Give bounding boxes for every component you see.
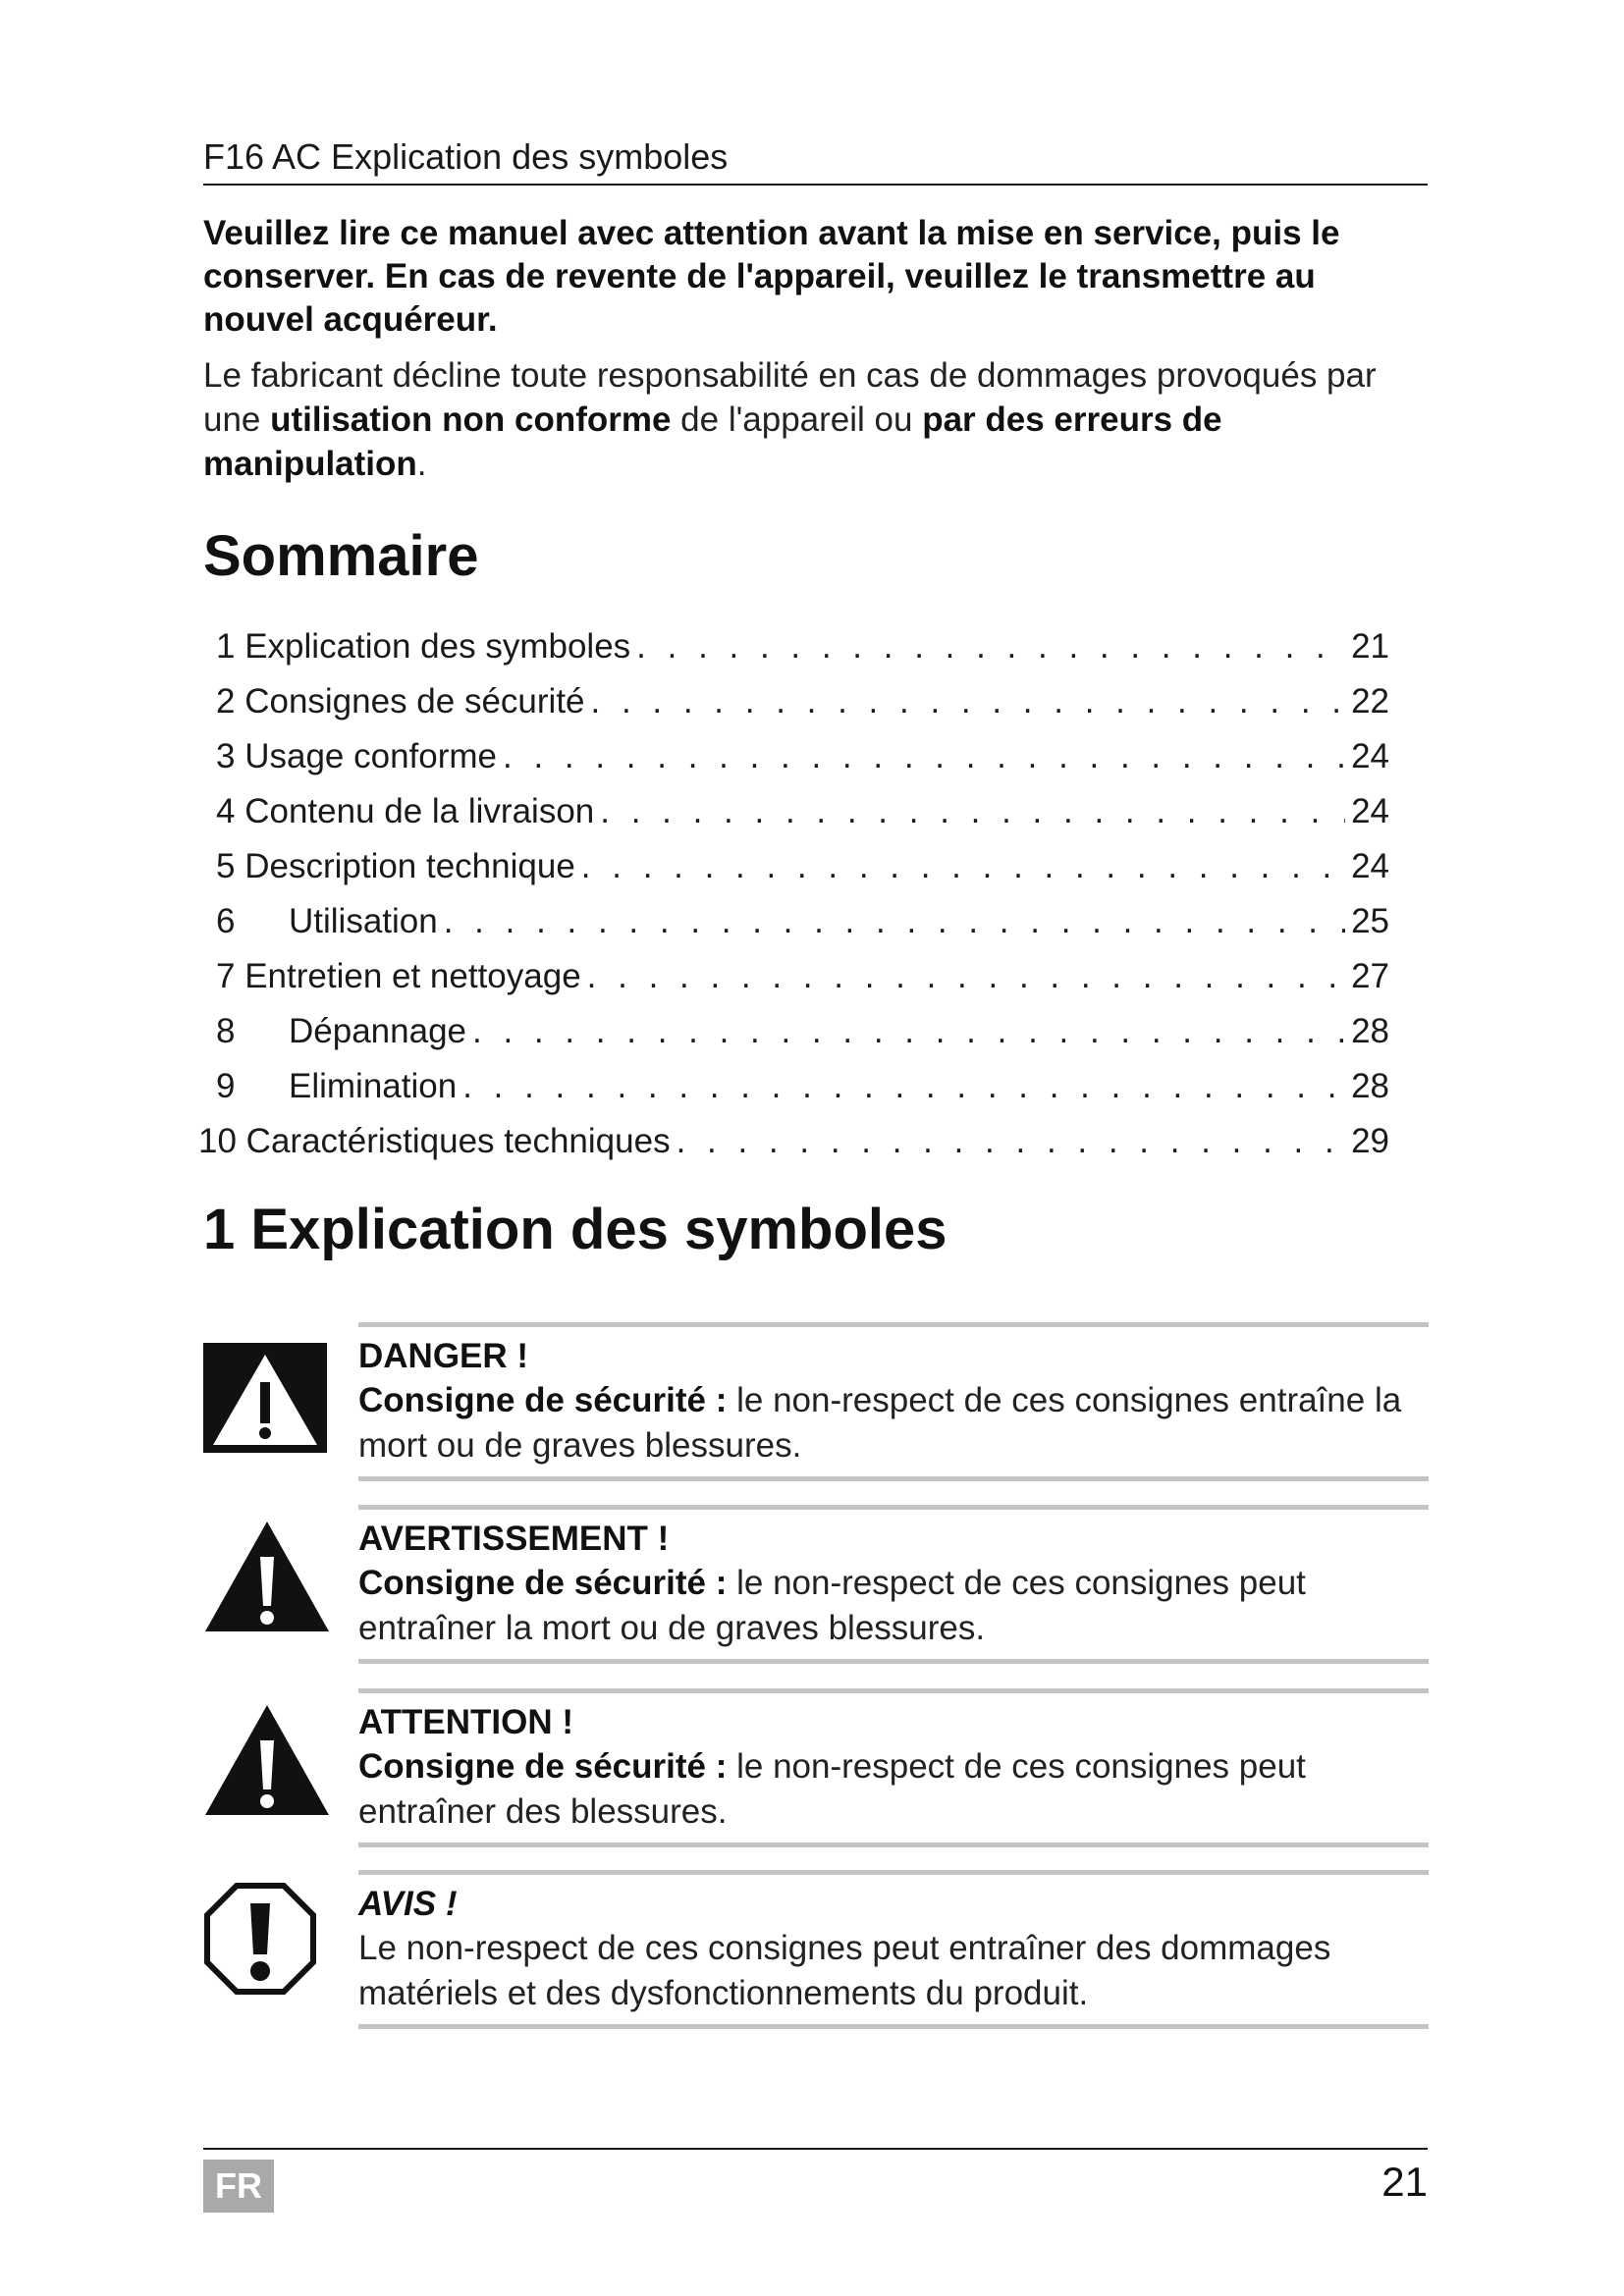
notice-warning bbox=[358, 1505, 1429, 1664]
toc-leader bbox=[472, 1010, 1345, 1053]
toc-label: Explication des symboles bbox=[244, 627, 631, 666]
toc-leader bbox=[503, 735, 1345, 778]
toc-page: 24 bbox=[1351, 792, 1389, 830]
toc-entry[interactable] bbox=[216, 668, 1389, 723]
toc-number: 2 bbox=[216, 682, 236, 721]
toc-leader bbox=[600, 790, 1345, 833]
toc-label: Caractéristiques techniques bbox=[245, 1122, 671, 1160]
notice-text: le non-respect de ces consignes peut entraîner des blessures. bbox=[358, 1747, 1306, 1831]
warning-triangle-icon bbox=[203, 1520, 331, 1633]
toc-page: 24 bbox=[1351, 847, 1389, 885]
toc-number: 9 bbox=[216, 1067, 236, 1105]
notice-label: AVERTISSEMENT ! bbox=[358, 1520, 670, 1558]
caution-triangle-icon bbox=[203, 1703, 331, 1817]
notice-body bbox=[358, 1561, 1429, 1651]
notice-octagon-icon bbox=[203, 1882, 317, 1996]
toc-entry[interactable] bbox=[216, 833, 1389, 888]
language-badge: FR bbox=[203, 2160, 274, 2213]
liability-bold-2: par des erreurs de manipulation bbox=[203, 400, 1222, 483]
notice-label: DANGER ! bbox=[358, 1337, 529, 1375]
toc-number: 3 bbox=[216, 737, 236, 775]
page-number: 21 bbox=[1381, 2159, 1428, 2205]
toc-page: 22 bbox=[1351, 682, 1389, 721]
toc-number: 7 bbox=[216, 957, 236, 995]
notice-body: Le non-respect de ces consignes peut entraîner des dommages matériels et des dysfonctionnements du produit. bbox=[358, 1929, 1331, 2012]
footer-divider bbox=[203, 2148, 1428, 2150]
toc-entry[interactable] bbox=[216, 614, 1389, 668]
liability-text-start: Le fabricant décline toute responsabilité en cas de dommages provoqués par une bbox=[203, 356, 1377, 439]
notice-danger bbox=[358, 1322, 1429, 1481]
notice-label: ATTENTION ! bbox=[358, 1703, 574, 1741]
toc-number: 6 bbox=[216, 902, 236, 940]
toc-leader bbox=[581, 845, 1345, 888]
toc-label: Elimination bbox=[289, 1067, 458, 1105]
notice-info bbox=[358, 1870, 1429, 2029]
toc-entry[interactable] bbox=[216, 998, 1389, 1053]
toc-title: Sommaire bbox=[203, 524, 479, 588]
notice-caution bbox=[358, 1688, 1429, 1847]
toc-page: 28 bbox=[1351, 1067, 1389, 1105]
toc-entry[interactable] bbox=[216, 723, 1389, 778]
liability-text-end: . bbox=[416, 445, 427, 483]
toc-entry[interactable] bbox=[198, 1108, 1389, 1163]
toc-leader bbox=[444, 900, 1345, 943]
toc-leader bbox=[636, 625, 1345, 668]
toc-number: 1 bbox=[216, 627, 236, 666]
notice-body bbox=[358, 1378, 1429, 1468]
liability-text-mid: de l'appareil ou bbox=[671, 400, 923, 439]
liability-paragraph bbox=[203, 353, 1431, 486]
notice-text: le non-respect de ces consignes entraîne la mort ou de graves blessures. bbox=[358, 1381, 1402, 1465]
toc-leader bbox=[677, 1120, 1345, 1163]
notice-body bbox=[358, 1744, 1429, 1835]
running-header: F16 AC Explication des symboles bbox=[203, 136, 729, 177]
toc-leader bbox=[462, 1065, 1345, 1108]
toc-page: 29 bbox=[1351, 1122, 1389, 1160]
toc-label: Contenu de la livraison bbox=[244, 792, 595, 830]
toc-leader bbox=[587, 955, 1345, 998]
toc-page: 25 bbox=[1351, 902, 1389, 940]
toc-number: 5 bbox=[216, 847, 236, 885]
toc-label: Entretien et nettoyage bbox=[244, 957, 581, 995]
toc-entry[interactable] bbox=[216, 943, 1389, 998]
notice-lead: Consigne de sécurité : bbox=[358, 1564, 728, 1602]
toc-page: 21 bbox=[1351, 627, 1389, 666]
toc-number: 8 bbox=[216, 1012, 236, 1050]
danger-warning-icon bbox=[203, 1343, 327, 1453]
toc-page: 27 bbox=[1351, 957, 1389, 995]
toc-page: 28 bbox=[1351, 1012, 1389, 1050]
toc-leader bbox=[591, 680, 1346, 723]
header-divider bbox=[203, 184, 1428, 186]
intro-warning: Veuillez lire ce manuel avec attention avant la mise en service, puis le conserver. En cas de revente de l'appareil, veuillez le transmettre au nouvel acquéreur. bbox=[203, 214, 1340, 339]
notice-lead: Consigne de sécurité : bbox=[358, 1381, 728, 1419]
liability-bold-1: utilisation non conforme bbox=[270, 400, 672, 439]
table-of-contents bbox=[198, 614, 1389, 1163]
toc-label: Description technique bbox=[244, 847, 575, 885]
toc-page: 24 bbox=[1351, 737, 1389, 775]
toc-number: 10 bbox=[198, 1122, 237, 1160]
toc-number: 4 bbox=[216, 792, 236, 830]
toc-label: Consignes de sécurité bbox=[244, 682, 585, 721]
toc-label: Dépannage bbox=[289, 1012, 466, 1050]
notice-text: le non-respect de ces consignes peut entraîner la mort ou de graves blessures. bbox=[358, 1564, 1306, 1647]
notice-lead: Consigne de sécurité : bbox=[358, 1747, 728, 1786]
toc-entry[interactable] bbox=[216, 888, 1389, 943]
notice-label: AVIS ! bbox=[358, 1885, 458, 1923]
section-heading: 1 Explication des symboles bbox=[203, 1198, 947, 1261]
toc-entry[interactable] bbox=[216, 1053, 1389, 1108]
toc-entry[interactable] bbox=[216, 778, 1389, 833]
toc-label: Usage conforme bbox=[244, 737, 497, 775]
toc-label: Utilisation bbox=[289, 902, 438, 940]
